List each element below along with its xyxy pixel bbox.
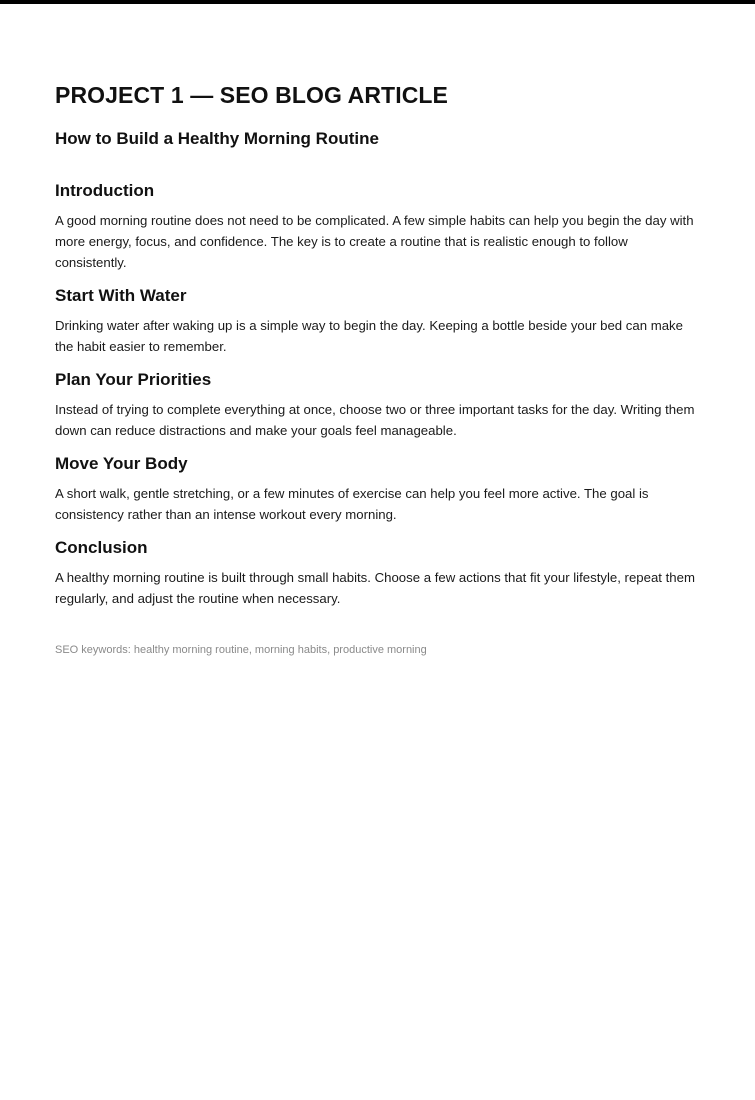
section-body: A good morning routine does not need to be complicated. A few simple habits can help you begin the day with more energy, focus, and confidence. The key is to create a routine that is realistic enough to follow consistently. <box>55 213 694 270</box>
section-body: Drinking water after waking up is a simple way to begin the day. Keeping a bottle beside your bed can make the habit easier to remember. <box>55 318 683 354</box>
article-title: How to Build a Healthy Morning Routine <box>55 129 379 148</box>
section-body: A healthy morning routine is built through small habits. Choose a few actions that fit your lifestyle, repeat them regularly, and adjust the routine when necessary. <box>55 570 695 606</box>
section-body: Instead of trying to complete everything at once, choose two or three important tasks for the day. Writing them down can reduce distractions and make your goals feel manageable. <box>55 402 695 438</box>
section-introduction <box>55 180 695 273</box>
section-start-with-water <box>55 285 695 357</box>
section-heading: Introduction <box>55 181 155 200</box>
section-heading: Move Your Body <box>55 454 188 473</box>
section-plan-your-priorities <box>55 369 695 441</box>
section-heading: Conclusion <box>55 538 148 557</box>
section-move-your-body <box>55 453 695 525</box>
section-conclusion <box>55 537 695 609</box>
seo-keywords: SEO keywords: healthy morning routine, morning habits, productive morning <box>55 644 427 656</box>
top-border <box>0 0 755 4</box>
section-heading: Plan Your Priorities <box>55 370 212 389</box>
section-body: A short walk, gentle stretching, or a few minutes of exercise can help you feel more active. The goal is consistency rather than an intense workout every morning. <box>55 486 649 522</box>
document-page <box>55 80 695 657</box>
section-heading: Start With Water <box>55 286 187 305</box>
document-title: PROJECT 1 — SEO BLOG ARTICLE <box>55 82 448 108</box>
